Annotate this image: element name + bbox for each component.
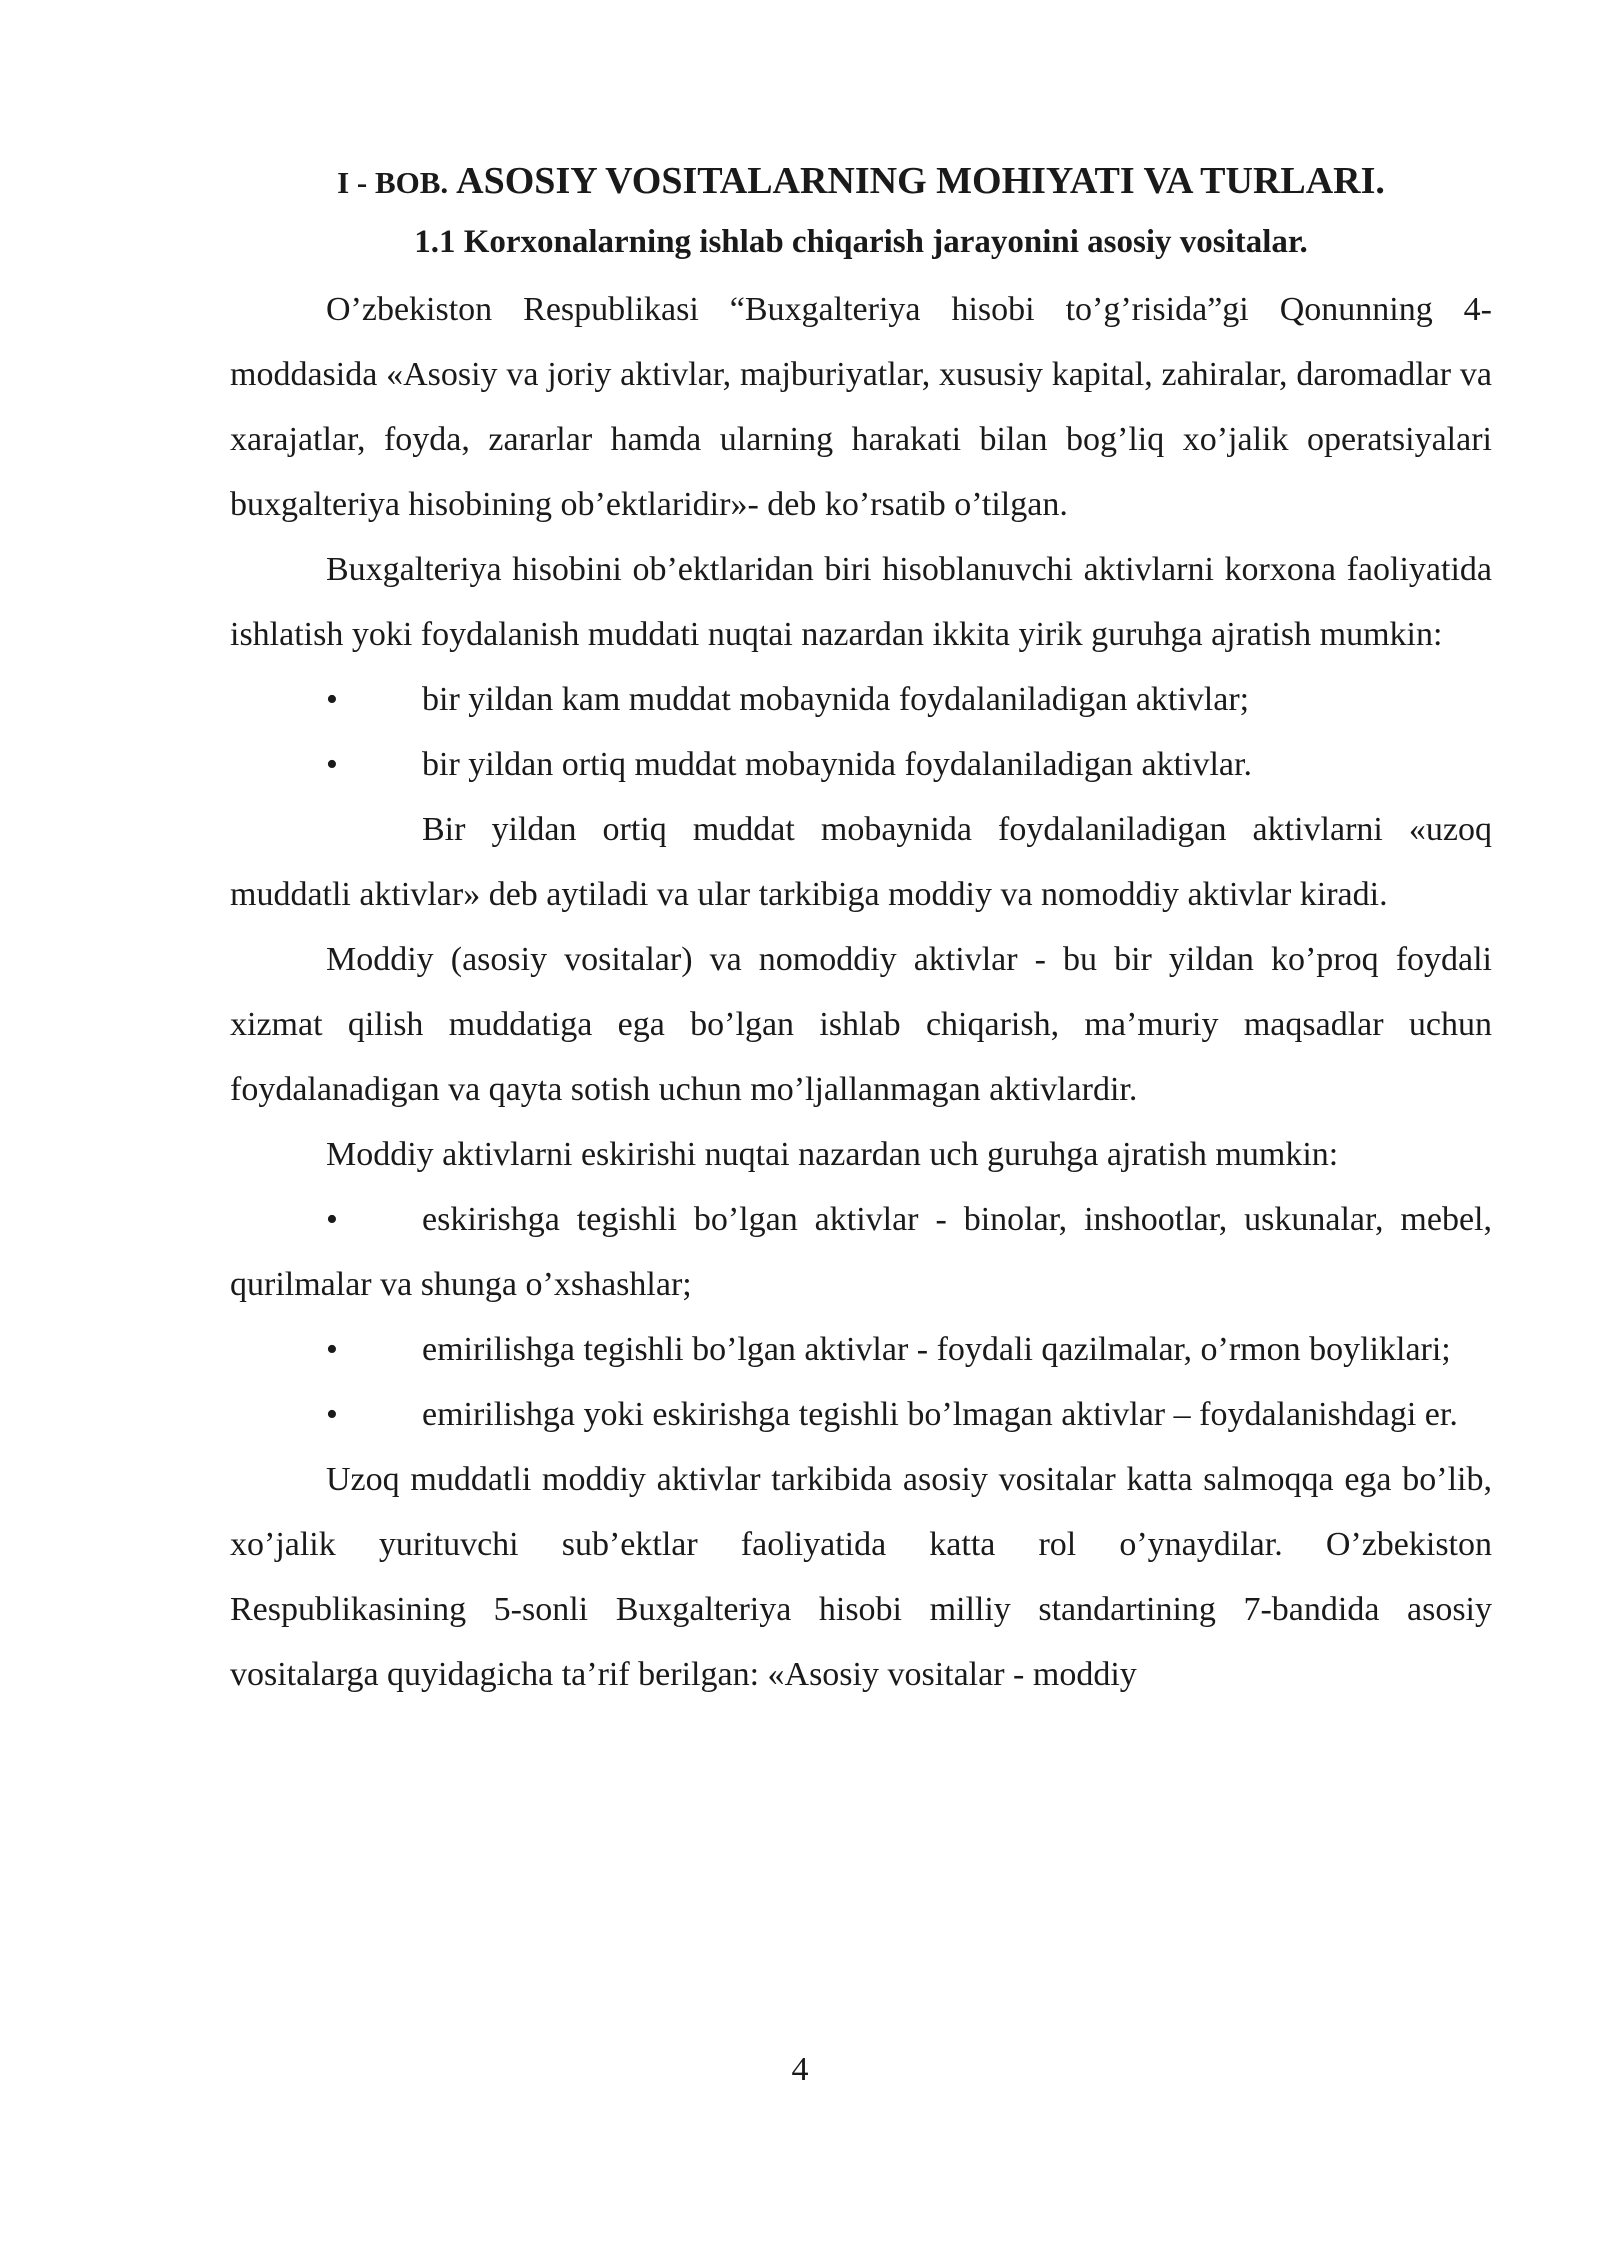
paragraph-fixed-assets-definition: Uzoq muddatli moddiy aktivlar tarkibida asosiy vositalar katta salmoqqa ega bo’lib, xo’jalik yurituvchi sub’ektlar faoliyatida katta rol o’ynaydilar. O’zbekiston Respublikasining 5-sonli Buxgalteriya hisobi milliy standartining 7-bandida asosiy vositalarga quyidagicha ta’rif berilgan: «Asosiy vositalar - moddiy	[230, 1461, 1492, 1693]
list-item-text: eskirishga tegishli bo’lgan aktivlar - binolar, inshootlar, uskunalar, mebel, qurilmalar va shunga o’xshashlar;	[230, 1201, 1492, 1303]
chapter-title	[230, 155, 1492, 207]
page-number: 4	[791, 2051, 809, 2088]
paragraph-long-term-assets: Bir yildan ortiq muddat mobaynida foydalaniladigan aktivlarni «uzoq muddatli aktivlar» deb aytiladi va ular tarkibiga moddiy va nomoddiy aktivlar kiradi.	[230, 811, 1492, 913]
document-page	[230, 155, 1492, 1707]
list-item-text: emirilishga yoki eskirishga tegishli bo’lmagan aktivlar – foydalanishdagi er.	[422, 1396, 1458, 1433]
bullet-icon: •	[326, 1201, 338, 1238]
paragraph-asset-groups: Buxgalteriya hisobini ob’ektlaridan biri hisoblanuvchi aktivlarni korxona faoliyatida ishlatish yoki foydalanish muddati nuqtai nazardan ikkita yirik guruhga ajratish mumkin:	[230, 551, 1492, 653]
list-item	[230, 732, 1492, 797]
list-item-text: emirilishga tegishli bo’lgan aktivlar - foydali qazilmalar, o’rmon boyliklari;	[422, 1331, 1451, 1368]
body-text	[230, 277, 1492, 1707]
bullet-icon: •	[326, 746, 338, 783]
bullet-icon: •	[326, 1396, 338, 1433]
list-item-text: bir yildan ortiq muddat mobaynida foydalaniladigan aktivlar.	[422, 746, 1252, 783]
list-item	[230, 1317, 1492, 1382]
list-item	[230, 1187, 1492, 1317]
bullet-icon: •	[326, 1331, 338, 1368]
paragraph-depreciation-groups: Moddiy aktivlarni eskirishi nuqtai nazardan uch guruhga ajratish mumkin:	[326, 1136, 1339, 1173]
list-item-text: bir yildan kam muddat mobaynida foydalaniladigan aktivlar;	[422, 681, 1250, 718]
chapter-prefix: I - BOB.	[337, 165, 449, 200]
paragraph-tangible-intangible: Moddiy (asosiy vositalar) va nomoddiy aktivlar - bu bir yildan ko’proq foydali xizmat qilish muddatiga ega bo’lgan ishlab chiqarish, ma’muriy maqsadlar uchun foydalanadigan va qayta sotish uchun mo’ljallanmagan aktivlardir.	[230, 941, 1492, 1108]
section-title: 1.1 Korxonalarning ishlab chiqarish jarayonini asosiy vositalar.	[414, 224, 1308, 260]
list-item	[230, 667, 1492, 732]
chapter-heading: ASOSIY VOSITALARNING MOHIYATI VA TURLARI.	[456, 160, 1385, 202]
list-item	[230, 1382, 1492, 1447]
bullet-icon: •	[326, 681, 338, 718]
paragraph-law-reference: O’zbekiston Respublikasi “Buxgalteriya hisobi to’g’risida”gi Qonunning 4-moddasida «Asosiy va joriy aktivlar, majburiyatlar, xususiy kapital, zahiralar, daromadlar va xarajatlar, foyda, zararlar hamda ularning harakati bilan bog’liq xo’jalik operatsiyalari buxgalteriya hisobining ob’ektlaridir»- deb ko’rsatib o’tilgan.	[230, 291, 1492, 523]
